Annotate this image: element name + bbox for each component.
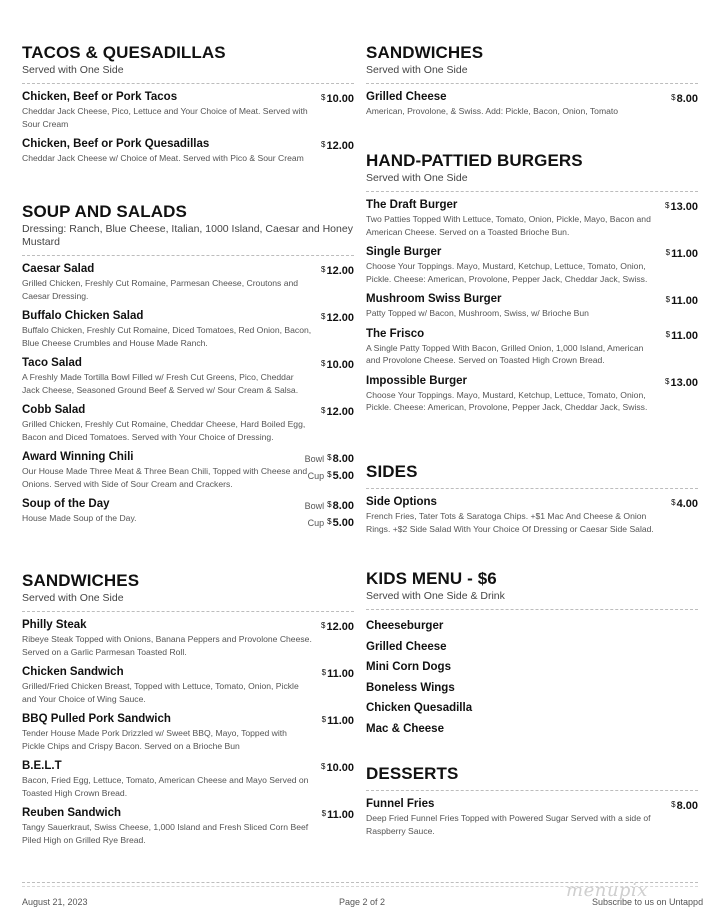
bowl-price [305,450,354,467]
item-price [322,806,354,823]
item-description: Tangy Sauerkraut, Swiss Cheese, 1,000 Island and Fresh Sliced Corn Beef Piled High on Grilled Rye Bread. [22,822,309,845]
section-title: SIDES [366,462,418,481]
currency-symbol: $ [321,762,326,771]
soups-section [22,202,354,532]
section-subtitle: Served with One Side [22,64,124,76]
item-price [671,495,698,512]
menu-item [366,292,698,320]
desserts-section [366,764,698,844]
tacos-section [22,43,354,172]
item-description: Ribeye Steak Topped with Onions, Banana Peppers and Provolone Cheese. Served on a Garlic Parmesan Toasted Roll. [22,634,312,657]
item-name: The Draft Burger [366,199,458,211]
menu-item [22,137,354,165]
currency-symbol: $ [327,470,332,479]
section-title: SANDWICHES [22,571,140,590]
item-description: A Single Patty Topped With Bacon, Grilled Onion, 1,000 Island, American and Provolone Cheese. Served on Toasted High Crown Bread. [366,342,644,365]
item-price [321,403,354,420]
item-price [321,356,354,373]
item-price [671,90,698,107]
menu-item [22,759,354,799]
cup-price [305,467,354,484]
sides-section [366,462,698,542]
menu-item [366,198,698,238]
divider [366,83,698,84]
item-price [321,759,354,776]
burgers-section [366,151,698,421]
menu-item [366,245,698,285]
price-value: 11.00 [671,295,698,307]
currency-symbol: $ [327,500,332,509]
price-value: 12.00 [326,621,354,633]
item-description: Grilled Chicken, Freshly Cut Romaine, Parmesan Cheese, Croutons and Caesar Dressing. [22,278,299,301]
currency-symbol: $ [321,312,326,321]
footer-date: August 21, 2023 [22,897,88,907]
currency-symbol: $ [321,359,326,368]
price-value: 5.00 [332,470,354,482]
item-name: Mushroom Swiss Burger [366,293,502,305]
menu-item [366,374,698,414]
price-value: 8.00 [332,453,354,465]
kids-menu-item: Boneless Wings [366,681,455,694]
item-name: Single Burger [366,246,442,258]
item-name: Caesar Salad [22,263,95,275]
menu-item [366,327,698,367]
menu-item [22,450,354,490]
cup-price [305,514,354,531]
currency-symbol: $ [321,668,327,677]
menu-item [22,497,354,529]
bowl-label: Bowl [304,501,325,511]
item-description: Our House Made Three Meat & Three Bean Chili, Topped with Cheese and Onions. Served with Side of Sour Cream and Crackers. [22,466,308,489]
item-description: Grilled/Fried Chicken Breast, Topped with Lettuce, Tomato, Onion, Pickle and Your Choice of Wing Sauce. [22,681,299,704]
price-value: 10.00 [326,359,354,371]
price-value: 8.00 [676,93,698,105]
currency-symbol: $ [665,248,671,257]
kids-menu-item: Mac & Cheese [366,722,444,735]
watermark-logo: menupix [566,880,648,901]
currency-symbol: $ [671,93,676,102]
footer-page-number: Page 2 of 2 [339,897,386,907]
menu-item [22,712,354,752]
menu-item [366,495,698,535]
item-price [665,198,698,215]
price-value: 13.00 [670,201,698,213]
item-description: Patty Topped w/ Bacon, Mushroom, Swiss, w/ Brioche Bun [366,308,589,318]
price-value: 12.00 [326,406,354,418]
menu-item [22,618,354,658]
item-price [322,712,354,729]
cup-label: Cup [307,471,325,481]
price-value: 11.00 [327,715,354,727]
kids-menu-item: Chicken Quesadilla [366,702,473,715]
price-value: 11.00 [671,248,698,260]
item-description: American, Provolone, & Swiss. Add: Pickle, Bacon, Onion, Tomato [366,106,619,116]
item-price [321,618,354,635]
menu-item [22,403,354,443]
divider [22,255,354,256]
item-prices [305,450,354,484]
item-name: B.E.L.T [22,760,62,772]
item-price [666,292,698,309]
menu-item [22,665,354,705]
item-description: Choose Your Toppings. Mayo, Mustard, Ketchup, Lettuce, Tomato, Onion, Pickle. Cheese: American, Provolone, Pepper Jack, Cheddar Jack, Swiss. [366,261,648,284]
item-description: Deep Fried Funnel Fries Topped with Powered Sugar Served with a side of Raspberry Sauce. [366,813,651,836]
currency-symbol: $ [321,715,327,724]
item-description: Tender House Made Pork Drizzled w/ Sweet BBQ, Mayo, Topped with Pickle Chips and Crispy Bacon. Served on a Brioche Bun [22,728,287,751]
menu-item [22,309,354,349]
section-subtitle: Served with One Side [366,64,468,76]
currency-symbol: $ [321,265,326,274]
section-subtitle: Served with One Side [22,592,124,604]
section-title: DESSERTS [366,764,459,783]
section-title: SANDWICHES [366,43,484,62]
section-subtitle: Served with One Side [366,172,468,184]
item-prices [305,497,354,531]
divider [22,83,354,84]
item-price [665,374,698,391]
kids-section [366,569,698,740]
item-description: Buffalo Chicken, Freshly Cut Romaine, Diced Tomatoes, Red Onion, Bacon, Blue Cheese Crumbles and House Made Ranch. [22,325,312,348]
price-value: 8.00 [676,800,698,812]
item-description: House Made Soup of the Day. [22,513,137,523]
kids-menu-item: Cheeseburger [366,620,444,632]
bowl-label: Bowl [304,454,325,464]
bowl-price [305,497,354,514]
menu-item [22,356,354,396]
currency-symbol: $ [665,329,671,339]
item-price [666,245,698,262]
section-title: SOUP AND SALADS [22,202,187,221]
item-name: The Frisco [366,327,425,340]
item-price [671,797,698,814]
currency-symbol: $ [665,295,671,304]
kids-menu-item: Mini Corn Dogs [366,661,451,674]
price-value: 8.00 [332,500,354,512]
price-value: 13.00 [670,376,698,389]
currency-symbol: $ [321,621,326,630]
item-name: Impossible Burger [366,374,467,387]
right-sandwiches-section [366,43,698,125]
currency-symbol: $ [327,453,332,462]
kids-menu-item: Grilled Cheese [366,640,447,653]
item-price [322,665,354,682]
item-description: Grilled Chicken, Freshly Cut Romaine, Cheddar Cheese, Hard Boiled Egg, Bacon and Diced Tomatoes. Served with Your Choice of Dressing. [22,419,306,442]
price-value: 12.00 [326,312,354,324]
cup-label: Cup [307,518,325,528]
item-name: Buffalo Chicken Salad [22,310,144,322]
price-value: 10.00 [326,93,354,105]
menu-item [366,90,698,118]
item-name: Philly Steak [22,619,87,631]
item-description: French Fries, Tater Tots & Saratoga Chips. +$1 Mac And Cheese & Onion Rings. +$2 Side Salad With Your Choice Of Dressing or Caesar Side Salad. [366,511,654,534]
item-name: Taco Salad [22,357,82,369]
currency-symbol: $ [327,517,332,526]
sandwiches-section [22,571,354,853]
item-name: Chicken, Beef or Pork Tacos [22,91,178,103]
item-description: Two Patties Topped With Lettuce, Tomato, Onion, Pickle, Mayo, Bacon and American Cheese. Served on a Toasted Brioche Bun. [366,214,651,237]
section-title: HAND-PATTIED BURGERS [366,151,583,170]
item-description: Cheddar Jack Cheese w/ Choice of Meat. Served with Pico & Sour Cream [22,153,304,163]
section-title: TACOS & QUESADILLAS [22,43,226,62]
currency-symbol: $ [321,406,326,415]
divider [366,488,698,489]
item-name: Chicken, Beef or Pork Quesadillas [22,138,210,150]
item-description: A Freshly Made Tortilla Bowl Filled w/ Fresh Cut Greens, Pico, Cheddar Jack Cheese, Seasoned Ground Beef & Served w/ Sour Cream & Salsa. [22,372,299,395]
item-price [666,327,698,344]
item-name: Grilled Cheese [366,91,447,103]
item-name: Cobb Salad [22,404,86,416]
currency-symbol: $ [665,201,670,210]
item-price [321,309,354,326]
menu-item [22,806,354,846]
currency-symbol: $ [665,376,670,386]
currency-symbol: $ [321,93,326,102]
item-name: Side Options [366,496,437,508]
item-description: Cheddar Jack Cheese, Pico, Lettuce and Your Choice of Meat. Served with Sour Cream [22,106,308,129]
price-value: 10.00 [326,762,354,774]
item-price [321,90,354,107]
section-title: KIDS MENU - $6 [366,569,497,588]
divider [22,611,354,612]
price-value: 11.00 [671,329,698,342]
item-name: Chicken Sandwich [22,666,124,678]
item-name: Reuben Sandwich [22,807,122,819]
item-price [321,137,354,154]
item-description: Choose Your Toppings. Mayo, Mustard, Ketchup, Lettuce, Tomato, Onion, Pickle. Cheese: American, Provolone, Pepper Jack, Cheddar Jack, Swiss. [366,389,648,412]
price-value: 4.00 [676,498,698,510]
item-name: Soup of the Day [22,498,110,510]
item-price [321,262,354,279]
price-value: 12.00 [326,140,354,152]
currency-symbol: $ [321,809,327,818]
item-description: Bacon, Fried Egg, Lettuce, Tomato, American Cheese and Mayo Served on Toasted High Crown Bread. [22,775,309,798]
divider [366,790,698,791]
footer-subscribe: Subscribe to us on Untappd [592,897,704,907]
item-name: Award Winning Chili [22,451,134,463]
currency-symbol: $ [671,800,676,809]
currency-symbol: $ [671,498,676,507]
menu-item [366,797,698,837]
price-value: 12.00 [326,265,354,277]
currency-symbol: $ [321,140,326,149]
item-name: Funnel Fries [366,798,435,810]
price-value: 5.00 [332,517,354,529]
section-subtitle: Dressing: Ranch, Blue Cheese, Italian, 1000 Island, Caesar and Honey Mustard [22,223,353,248]
menu-item [22,90,354,130]
section-subtitle: Served with One Side & Drink [366,590,505,602]
divider [366,609,698,610]
menu-item [22,262,354,302]
price-value: 11.00 [327,809,354,821]
divider [366,191,698,192]
price-value: 11.00 [327,668,354,680]
item-name: BBQ Pulled Pork Sandwich [22,713,171,725]
